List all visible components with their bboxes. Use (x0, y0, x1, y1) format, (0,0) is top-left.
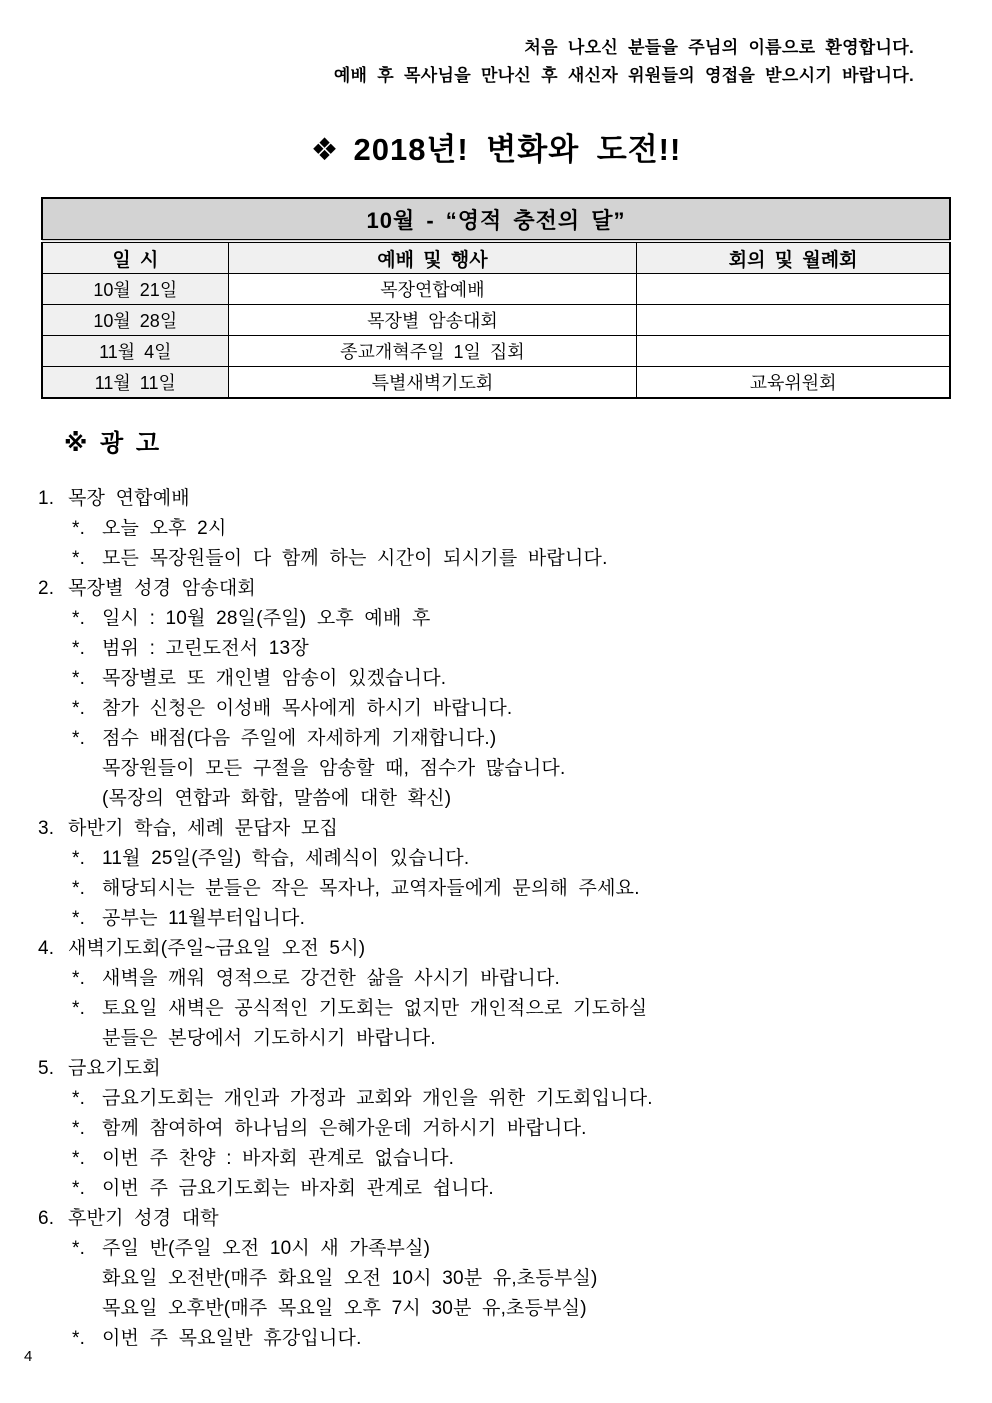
bullet-marker (72, 784, 102, 814)
announcement-text: 해당되시는 분들은 작은 목자나, 교역자들에게 문의해 주세요. (102, 878, 640, 899)
cell-date: 11월 11일 (42, 367, 228, 399)
announcement-text: 토요일 새벽은 공식적인 기도회는 없지만 개인적으로 기도하실 (102, 998, 648, 1019)
bullet-marker: 4. (38, 938, 55, 959)
announcement-line (0, 904, 992, 934)
announcement-text: 목장원들이 모든 구절을 암송할 때, 점수가 많습니다. (102, 758, 566, 779)
page-title-text: 2018년! 변화와 도전!! (353, 132, 682, 167)
announcement-line (0, 844, 992, 874)
announcement-text: 이번 주 금요기도회는 바자회 관계로 쉽니다. (102, 1178, 494, 1199)
announcement-text: 금요기도회 (68, 1058, 161, 1079)
bullet-marker: *. (72, 638, 86, 659)
announcement-text: 목장별로 또 개인별 암송이 있겠습니다. (102, 668, 447, 689)
announcement-line (0, 1144, 992, 1174)
announcement-item-title (0, 934, 992, 964)
announcement-text: 새벽기도회(주일~금요일 오전 5시) (68, 938, 366, 959)
announcement-item-title (0, 1204, 992, 1234)
announcement-text: 목장별 성경 암송대회 (68, 578, 256, 599)
bullet-marker (72, 1264, 102, 1294)
announcement-text: 하반기 학습, 세례 문답자 모집 (68, 818, 339, 839)
announcement-text: 목장 연합예배 (68, 488, 190, 509)
column-header-meeting: 회의 및 월례회 (637, 241, 950, 274)
cell-meeting: 교육위원회 (637, 367, 950, 399)
cell-meeting (637, 305, 950, 336)
bullet-marker: 2. (38, 578, 55, 599)
bullet-marker: 3. (38, 818, 55, 839)
bullet-marker: *. (72, 1118, 86, 1139)
announcement-text: 점수 배점(다음 주일에 자세하게 기재합니다.) (102, 728, 497, 749)
bullet-marker: 5. (38, 1058, 55, 1079)
diamond-icon: ❖ (310, 132, 340, 167)
column-header-event: 예배 및 행사 (228, 241, 637, 274)
bullet-marker (72, 754, 102, 784)
announcement-line (0, 964, 992, 994)
announcement-item-title (0, 814, 992, 844)
column-header-date: 일 시 (42, 241, 228, 274)
table-title-row (42, 198, 950, 241)
announcement-line (0, 514, 992, 544)
cell-date: 11월 4일 (42, 336, 228, 367)
announcement-text: 참가 신청은 이성배 목사에게 하시기 바랍니다. (102, 698, 513, 719)
announcement-line (0, 874, 992, 904)
announcement-item-title (0, 484, 992, 514)
announcement-line (0, 544, 992, 574)
table-row (42, 274, 950, 305)
announcement-line (0, 604, 992, 634)
announcement-text: 금요기도회는 개인과 가정과 교회와 개인을 위한 기도회입니다. (102, 1088, 653, 1109)
bullet-marker: *. (72, 878, 86, 899)
bullet-marker: *. (72, 848, 86, 869)
announcement-line (0, 1024, 992, 1054)
page-title (0, 124, 992, 169)
cell-event: 특별새벽기도회 (228, 367, 637, 399)
announcement-text: 모든 목장원들이 다 함께 하는 시간이 되시기를 바랍니다. (102, 548, 608, 569)
announcement-text: 후반기 성경 대학 (68, 1208, 219, 1229)
announcement-text: 주일 반(주일 오전 10시 새 가족부실) (102, 1238, 431, 1259)
announcement-line (0, 634, 992, 664)
announcement-text: (목장의 연합과 화합, 말씀에 대한 확신) (102, 788, 452, 809)
bullet-marker: *. (72, 1148, 86, 1169)
announcement-item-title (0, 1054, 992, 1084)
announcement-text: 화요일 오전반(매주 화요일 오전 10시 30분 유,초등부실) (102, 1268, 598, 1289)
announcement-line (0, 724, 992, 754)
cell-date: 10월 28일 (42, 305, 228, 336)
bullet-marker (72, 1024, 102, 1054)
table-row (42, 305, 950, 336)
announcement-text: 오늘 오후 2시 (102, 518, 227, 539)
bullet-marker: *. (72, 908, 86, 929)
schedule-table-body (42, 274, 950, 399)
cell-date: 10월 21일 (42, 274, 228, 305)
bullet-marker: *. (72, 1088, 86, 1109)
announcement-list (0, 484, 992, 1354)
announcement-line (0, 1174, 992, 1204)
announcement-text: 11월 25일(주일) 학습, 세례식이 있습니다. (102, 848, 470, 869)
bullet-marker: *. (72, 1178, 86, 1199)
bullet-marker: *. (72, 608, 86, 629)
announcement-line (0, 664, 992, 694)
announcement-line (0, 1114, 992, 1144)
cell-meeting (637, 336, 950, 367)
bullet-marker: *. (72, 998, 86, 1019)
welcome-notice (0, 0, 992, 90)
bullet-marker: 6. (38, 1208, 55, 1229)
announcement-text: 일시 : 10월 28일(주일) 오후 예배 후 (102, 608, 431, 629)
bullet-marker (72, 1294, 102, 1324)
table-header-row (42, 241, 950, 274)
table-row (42, 336, 950, 367)
page-number: 4 (24, 1348, 33, 1365)
announcement-text: 목요일 오후반(매주 목요일 오후 7시 30분 유,초등부실) (102, 1298, 587, 1319)
announcement-line (0, 1264, 992, 1294)
announcements-heading: ※ 광 고 (64, 430, 163, 457)
announcement-line (0, 784, 992, 814)
cell-event: 종교개혁주일 1일 집회 (228, 336, 637, 367)
cell-meeting (637, 274, 950, 305)
announcement-line (0, 1324, 992, 1354)
welcome-notice-line2: 예배 후 목사님을 만나신 후 새신자 위원들의 영접을 받으시기 바랍니다. (333, 66, 914, 85)
table-title: 10월 - “영적 충전의 달” (42, 198, 950, 241)
bullet-marker: *. (72, 1238, 86, 1259)
schedule-table (41, 197, 951, 399)
announcement-line (0, 1234, 992, 1264)
announcement-text: 공부는 11월부터입니다. (102, 908, 306, 929)
cell-event: 목장연합예배 (228, 274, 637, 305)
bullet-marker: *. (72, 1328, 86, 1349)
announcement-text: 새벽을 깨워 영적으로 강건한 삶을 사시기 바랍니다. (102, 968, 560, 989)
welcome-notice-line1: 처음 나오신 분들을 주님의 이름으로 환영합니다. (524, 38, 914, 57)
announcement-line (0, 1084, 992, 1114)
announcement-line (0, 1294, 992, 1324)
announcement-line (0, 754, 992, 784)
announcement-line (0, 994, 992, 1024)
announcement-item-title (0, 574, 992, 604)
bullet-marker: *. (72, 548, 86, 569)
bullet-marker: *. (72, 698, 86, 719)
announcement-text: 분들은 본당에서 기도하시기 바랍니다. (102, 1028, 436, 1049)
announcement-text: 함께 참여하여 하나님의 은혜가운데 거하시기 바랍니다. (102, 1118, 587, 1139)
announcement-line (0, 694, 992, 724)
bullet-marker: *. (72, 728, 86, 749)
announcement-text: 이번 주 목요일반 휴강입니다. (102, 1328, 362, 1349)
cell-event: 목장별 암송대회 (228, 305, 637, 336)
bullet-marker: 1. (38, 488, 55, 509)
bullet-marker: *. (72, 668, 86, 689)
announcement-text: 이번 주 찬양 : 바자회 관계로 없습니다. (102, 1148, 455, 1169)
table-row (42, 367, 950, 399)
bullet-marker: *. (72, 968, 86, 989)
announcement-text: 범위 : 고린도전서 13장 (102, 638, 309, 659)
bullet-marker: *. (72, 518, 86, 539)
